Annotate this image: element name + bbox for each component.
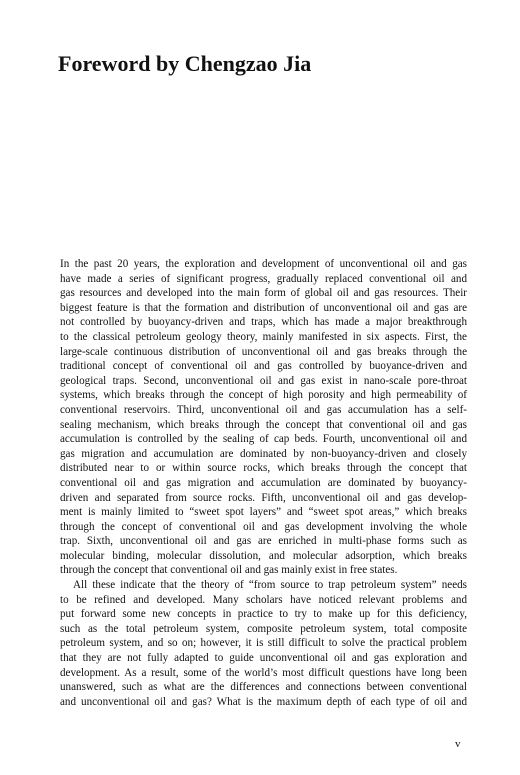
text-line: biggest feature is that the formation and distribution of unconventional oil and gas are bbox=[60, 301, 467, 314]
text-line: conventional oil and gas migration and accumulation are dominated by buoyancy- bbox=[60, 476, 467, 489]
text-line: distributed near to or within source rocks, which breaks through the concept that bbox=[60, 462, 467, 475]
page-title: Foreword by Chengzao Jia bbox=[58, 51, 312, 76]
text-line: development. As a result, some of the world’s most difficult questions have long been bbox=[60, 666, 467, 679]
text-line: gas migration and accumulation are dominated by non-buoyancy-driven and closely bbox=[60, 447, 467, 460]
text-line: not controlled by buoyancy-driven and traps, which has made a major breakthrough bbox=[60, 316, 467, 329]
text-line: to the classical petroleum geology theory, mainly manifested in six aspects. First, the bbox=[60, 330, 467, 343]
text-line: traditional concept of conventional oil and gas controlled by buoyance-driven and bbox=[60, 360, 467, 373]
text-line: accumulation is controlled by the sealing of cap beds. Fourth, unconventional oil and bbox=[60, 433, 467, 446]
text-line: petroleum system, and so on; however, it is still difficult to solve the practical problem bbox=[60, 637, 467, 650]
text-line: ment is mainly limited to “sweet spot layers” and “sweet spot areas,” which breaks bbox=[60, 506, 467, 519]
text-line: gas resources and developed into the main form of global oil and gas resources. Their bbox=[60, 287, 467, 300]
page-number: v bbox=[455, 738, 461, 750]
paragraph-1 bbox=[60, 257, 467, 578]
text-line: that they are not fully adapted to guide unconventional oil and gas exploration and bbox=[60, 652, 467, 665]
text-line: large-scale continuous distribution of unconventional oil and gas breaks through the bbox=[60, 345, 467, 358]
text-line: through the concept that conventional oil and gas mainly exist in free states. bbox=[60, 564, 398, 577]
text-line: to be refined and developed. Many scholars have noticed relevant problems and bbox=[60, 593, 467, 606]
text-line: sealing mechanism, which breaks through the concept that conventional oil and gas bbox=[60, 418, 467, 431]
text-line: and unconventional oil and gas? What is the maximum depth of each type of oil and bbox=[60, 695, 467, 708]
text-line: trap. Sixth, unconventional oil and gas are enriched in multi-phase forms such as bbox=[60, 535, 467, 548]
text-line: molecular binding, molecular dissolution, and molecular adsorption, which breaks bbox=[60, 549, 467, 562]
text-line: put forward some new concepts in practice to try to make up for this deficiency, bbox=[60, 608, 467, 621]
text-line: geological traps. Second, unconventional oil and gas exist in nano-scale pore-throat bbox=[60, 374, 467, 387]
foreword-body bbox=[60, 257, 467, 709]
text-line: through the concept of conventional oil and gas development involving the whole bbox=[60, 520, 467, 533]
text-line: systems, which breaks through the concept of high porosity and high permeability of bbox=[60, 389, 467, 402]
text-line: driven and separated from source rocks. Fifth, unconventional oil and gas develop- bbox=[60, 491, 467, 504]
text-line: have made a series of significant progress, gradually replaced conventional oil and bbox=[60, 272, 467, 285]
text-line: All these indicate that the theory of “from source to trap petroleum system” needs bbox=[73, 579, 467, 592]
text-line: such as the total petroleum system, composite petroleum system, total composite bbox=[60, 622, 467, 635]
paragraph-2 bbox=[60, 578, 467, 709]
text-line: In the past 20 years, the exploration and development of unconventional oil and gas bbox=[60, 258, 467, 270]
text-line: unanswered, such as what are the differences and connections between conventional bbox=[60, 681, 467, 694]
text-line: conventional reservoirs. Third, unconventional oil and gas accumulation has a self- bbox=[60, 403, 467, 416]
